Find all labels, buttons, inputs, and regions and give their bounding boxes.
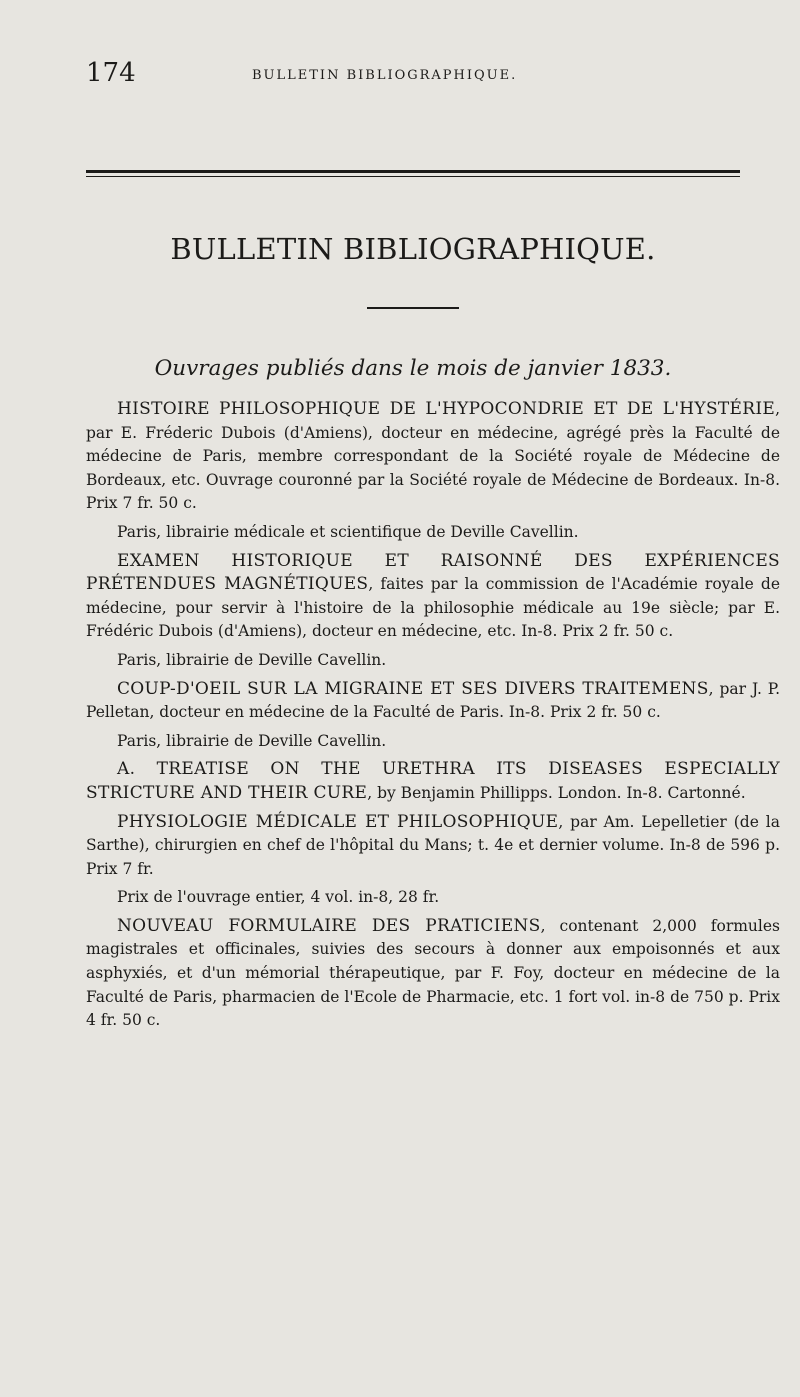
entry-price-note: Prix de l'ouvrage entier, 4 vol. in-8, 28 fr. <box>117 888 440 907</box>
page-number: 174 <box>86 58 136 88</box>
entry-title: PHYSIOLOGIE MÉDICALE ET PHILOSOPHIQUE <box>117 811 559 832</box>
bibliography-entry <box>86 550 780 644</box>
entry-title: HISTOIRE PHILOSOPHIQUE DE L'HYPOCONDRIE ET DE L'HYSTÉRIE <box>117 399 776 419</box>
double-rule-divider <box>86 170 740 173</box>
entry-title: NOUVEAU FORMULAIRE DES PRATICIENS <box>117 915 541 936</box>
entry-title: A. TREATISE ON THE URETHRA ITS DISEASES ESPECIALLY STRICTURE AND THEIR CURE <box>86 759 780 803</box>
title-ornament-rule <box>367 307 459 309</box>
entry-body: , contenant 2,000 formules magistrales et officinales, suivies des secours à donner aux empoisonnés et aux asphyxiés, et d'un mémorial thérapeutique, par F. Foy, docteur en médecine de la Faculté de Paris, pharmacien de l'Ecole de Pharmacie, etc. 1 fort vol. in-8 de 750 p. Prix 4 fr. 50 c. <box>86 916 780 1030</box>
section-heading: Ouvrages publiés dans le mois de janvier 1833. <box>154 356 672 381</box>
bibliography-entry <box>86 915 780 1033</box>
entry-title: COUP-D'OEIL SUR LA MIGRAINE ET SES DIVERS TRAITEMENS <box>117 678 709 699</box>
entry-publisher: Paris, librairie de Deville Cavellin. <box>117 650 387 669</box>
entry-body: , faites par la commission de l'Académie royale de médecine, pour servir à l'histoire de la philosophie médicale au 19e siècle; par E. Frédéric Dubois (d'Amiens), docteur en médecine, etc. In-8. Prix 2 fr. 50 c. <box>86 575 780 641</box>
bibliography-entry <box>86 811 780 882</box>
running-title: BULLETIN BIBLIOGRAPHIQUE. <box>252 68 518 83</box>
entry-body: , par E. Fréderic Dubois (d'Amiens), docteur en médecine, agrégé près la Faculté de médecine de Paris, membre correspondant de la Société royale de Médecine de Bordeaux, etc. Ouvrage couronné par la Société royale de Médecine de Bordeaux. In-8. Prix 7 fr. 50 c. <box>86 400 780 513</box>
entry-publisher: Paris, librairie médicale et scientifique de Deville Cavellin. <box>117 522 579 541</box>
bibliography-entry <box>86 678 780 725</box>
entry-body: , par Am. Lepelletier (de la Sarthe), chirurgien en chef de l'hôpital du Mans; t. 4e et dernier volume. In-8 de 596 p. Prix 7 fr. <box>86 812 780 878</box>
entry-body: , par J. P. Pelletan, docteur en médecine de la Faculté de Paris. In-8. Prix 2 fr. 50 c. <box>86 679 780 722</box>
page-title: BULLETIN BIBLIOGRAPHIQUE. <box>170 232 656 266</box>
bibliography-list <box>86 398 780 1038</box>
bibliography-entry <box>86 758 780 805</box>
running-head <box>86 52 726 92</box>
entry-publisher: Paris, librairie de Deville Cavellin. <box>117 731 387 750</box>
entry-title: EXAMEN HISTORIQUE ET RAISONNÉ DES EXPÉRIENCES PRÉTENDUES MAGNÉTIQUES <box>86 550 780 595</box>
bibliography-entry <box>86 398 780 516</box>
entry-body: , by Benjamin Phillipps. London. In-8. Cartonné. <box>367 783 746 802</box>
